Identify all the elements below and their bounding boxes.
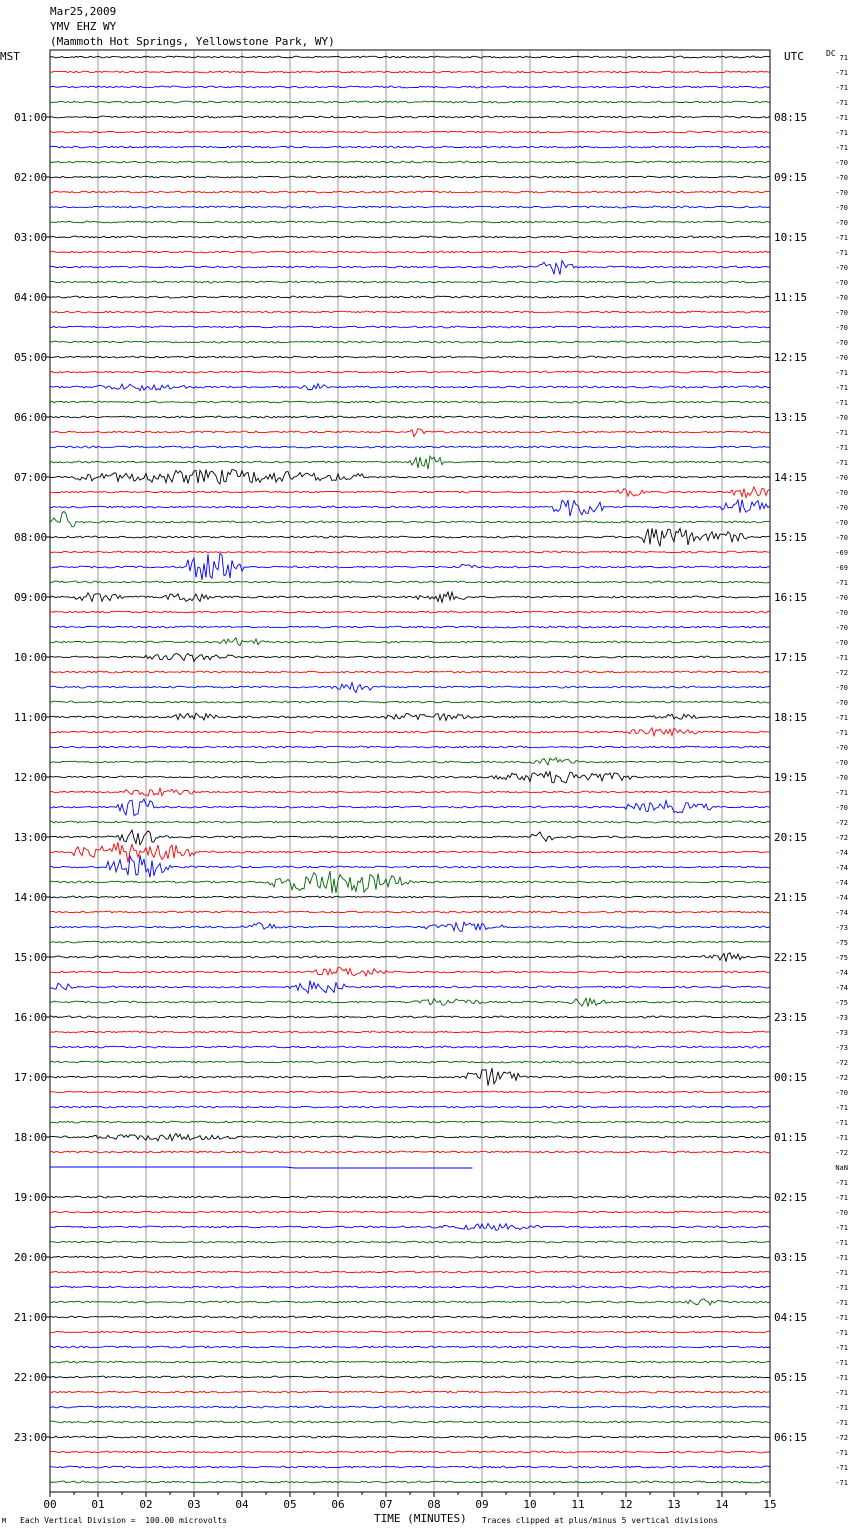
x-tick-label: 03 xyxy=(187,1498,201,1511)
dc-offset-label: -70 xyxy=(835,489,848,497)
dc-offset-label: -70 xyxy=(835,624,848,632)
trace-row-5 xyxy=(50,131,770,133)
right-hour-label: 06:15 xyxy=(774,1431,808,1444)
dc-offset-label: -74 xyxy=(835,969,848,977)
right-axis-label: UTC xyxy=(784,50,804,63)
trace-row-39 xyxy=(50,638,770,646)
dc-offset-label: -69 xyxy=(835,564,848,572)
trace-row-95 xyxy=(50,1481,770,1483)
dc-label: DC xyxy=(826,49,836,58)
dc-offset-label: -75 xyxy=(835,939,848,947)
right-hour-label: 21:15 xyxy=(774,891,808,904)
x-tick-label: 00 xyxy=(43,1498,57,1511)
trace-row-66 xyxy=(50,1046,770,1048)
trace-row-81 xyxy=(50,1271,770,1273)
trace-row-92 xyxy=(50,1436,770,1438)
dc-offset-label: -74 xyxy=(835,909,848,917)
dc-offset-label: -72 xyxy=(835,669,848,677)
trace-row-3 xyxy=(50,101,770,103)
left-hour-label: 19:00 xyxy=(14,1191,48,1204)
trace-row-62 xyxy=(50,981,770,994)
dc-offset-label: -71 xyxy=(835,369,848,377)
dc-offset-label: -71 xyxy=(835,399,848,407)
trace-row-33 xyxy=(50,551,770,553)
dc-offset-label: -70 xyxy=(835,204,848,212)
trace-row-17 xyxy=(50,311,770,313)
dc-offset-label: -70 xyxy=(835,264,848,272)
left-hour-label: 14:00 xyxy=(14,891,48,904)
dc-offset-label: -70 xyxy=(835,294,848,302)
x-tick-label: 11 xyxy=(571,1498,585,1511)
dc-offset-label: -71 xyxy=(835,654,848,662)
trace-row-59 xyxy=(50,941,770,943)
dc-offset-label: -71 xyxy=(835,249,848,257)
left-hour-label: 13:00 xyxy=(14,831,48,844)
dc-offset-label: -73 xyxy=(835,1029,848,1037)
dc-offset-label: -70 xyxy=(835,414,848,422)
dc-offset-label: -70 xyxy=(835,189,848,197)
trace-row-83 xyxy=(50,1299,770,1305)
trace-row-21 xyxy=(50,371,770,373)
trace-row-16 xyxy=(50,296,770,298)
trace-row-69 xyxy=(50,1091,770,1093)
dc-offset-label: NaN xyxy=(835,1164,848,1172)
trace-row-88 xyxy=(50,1376,770,1378)
dc-offset-label: -75 xyxy=(835,999,848,1007)
left-axis-label: MST xyxy=(0,50,20,63)
trace-row-7 xyxy=(50,161,770,163)
trace-row-55 xyxy=(50,871,770,893)
left-hour-label: 04:00 xyxy=(14,291,48,304)
dc-offset-label: -70 xyxy=(835,639,848,647)
dc-offset-label: -71 xyxy=(835,144,848,152)
right-hour-label: 11:15 xyxy=(774,291,808,304)
left-hour-label: 20:00 xyxy=(14,1251,48,1264)
right-hour-label: 17:15 xyxy=(774,651,808,664)
trace-row-80 xyxy=(50,1256,770,1258)
trace-row-40 xyxy=(50,653,770,661)
dc-offset-label: -70 xyxy=(835,744,848,752)
dc-offset-label: -71 xyxy=(835,99,848,107)
trace-row-90 xyxy=(50,1406,770,1408)
x-axis-label: TIME (MINUTES) xyxy=(374,1512,467,1525)
dc-offset-label: -70 xyxy=(835,1209,848,1217)
trace-row-43 xyxy=(50,701,770,703)
x-tick-label: 02 xyxy=(139,1498,153,1511)
right-hour-label: 13:15 xyxy=(774,411,808,424)
dc-offset-label: -71 xyxy=(835,84,848,92)
right-hour-label: 01:15 xyxy=(774,1131,808,1144)
dc-offset-label: -71 xyxy=(835,429,848,437)
left-hour-label: 07:00 xyxy=(14,471,48,484)
trace-row-76 xyxy=(50,1196,770,1198)
dc-offset-label: -70 xyxy=(835,684,848,692)
dc-offset-label: -71 xyxy=(835,1374,848,1382)
right-hour-label: 02:15 xyxy=(774,1191,808,1204)
trace-row-61 xyxy=(50,967,770,976)
dc-offset-label: -72 xyxy=(835,1434,848,1442)
trace-row-53 xyxy=(50,842,770,862)
dc-offset-label: -71 xyxy=(835,1464,848,1472)
dc-offset-label: -71 xyxy=(835,459,848,467)
dc-offset-label: -70 xyxy=(835,594,848,602)
dc-offset-label: -70 xyxy=(835,309,848,317)
trace-row-20 xyxy=(50,356,770,358)
left-hour-label: 08:00 xyxy=(14,531,48,544)
trace-row-50 xyxy=(50,799,770,816)
right-hour-label: 18:15 xyxy=(774,711,808,724)
left-hour-label: 06:00 xyxy=(14,411,48,424)
right-hour-label: 05:15 xyxy=(774,1371,808,1384)
dc-offset-label: -71 xyxy=(835,129,848,137)
trace-row-70 xyxy=(50,1106,770,1108)
dc-offset-label: -71 xyxy=(835,1119,848,1127)
left-hour-label: 22:00 xyxy=(14,1371,48,1384)
clip-note: Traces clipped at plus/minus 5 vertical divisions xyxy=(482,1516,719,1525)
right-hour-label: 08:15 xyxy=(774,111,808,124)
trace-row-72 xyxy=(50,1134,770,1141)
trace-row-65 xyxy=(50,1031,770,1033)
header-date: Mar25,2009 xyxy=(50,5,117,18)
dc-offset-label: -74 xyxy=(835,984,848,992)
dc-offset-label: -74 xyxy=(835,864,848,872)
trace-row-47 xyxy=(50,758,770,765)
right-hour-label: 23:15 xyxy=(774,1011,808,1024)
trace-row-71 xyxy=(50,1121,770,1123)
trace-row-11 xyxy=(50,221,770,223)
dc-offset-label: -70 xyxy=(835,534,848,542)
dc-offset-label: -70 xyxy=(835,324,848,332)
trace-row-58 xyxy=(50,922,770,931)
dc-offset-label: -70 xyxy=(835,474,848,482)
dc-offset-label: -70 xyxy=(835,609,848,617)
left-hour-label: 11:00 xyxy=(14,711,48,724)
dc-offset-label: -71 xyxy=(835,729,848,737)
dc-offset-label: -71 xyxy=(835,384,848,392)
dc-offset-label: -70 xyxy=(835,279,848,287)
dc-offset-label: -70 xyxy=(835,174,848,182)
dc-offset-label: -73 xyxy=(835,1044,848,1052)
x-tick-label: 15 xyxy=(763,1498,777,1511)
trace-row-0 xyxy=(50,56,770,58)
right-hour-label: 15:15 xyxy=(774,531,808,544)
trace-row-19 xyxy=(50,341,770,343)
x-tick-label: 14 xyxy=(715,1498,729,1511)
dc-offset-label: -71 xyxy=(835,1134,848,1142)
dc-offset-label: -71 xyxy=(835,1404,848,1412)
trace-row-46 xyxy=(50,746,770,748)
right-hour-label: 16:15 xyxy=(774,591,808,604)
dc-offset-label: -75 xyxy=(835,954,848,962)
dc-offset-label: -70 xyxy=(835,354,848,362)
dc-offset-label: -74 xyxy=(835,849,848,857)
dc-offset-label: -71 xyxy=(835,1284,848,1292)
trace-row-18 xyxy=(50,326,770,328)
x-tick-label: 05 xyxy=(283,1498,297,1511)
dc-offset-label: -72 xyxy=(835,1149,848,1157)
dc-offset-label: -71 xyxy=(835,1419,848,1427)
dc-offset-label: -71 xyxy=(835,1389,848,1397)
trace-row-15 xyxy=(50,281,770,283)
trace-row-67 xyxy=(50,1061,770,1063)
x-tick-label: 01 xyxy=(91,1498,105,1511)
trace-row-34 xyxy=(50,553,770,580)
dc-offset-label: -71 xyxy=(835,1179,848,1187)
trace-row-8 xyxy=(50,176,770,178)
trace-row-14 xyxy=(50,261,770,275)
trace-row-94 xyxy=(50,1466,770,1468)
dc-offset-label: -71 xyxy=(835,579,848,587)
right-hour-label: 20:15 xyxy=(774,831,808,844)
trace-row-45 xyxy=(50,728,770,736)
left-hour-label: 15:00 xyxy=(14,951,48,964)
trace-row-29 xyxy=(50,487,770,498)
left-hour-label: 23:00 xyxy=(14,1431,48,1444)
right-hour-label: 04:15 xyxy=(774,1311,808,1324)
trace-row-28 xyxy=(50,470,770,484)
dc-offset-label: -71 xyxy=(835,69,848,77)
left-hour-label: 02:00 xyxy=(14,171,48,184)
trace-row-68 xyxy=(50,1068,770,1086)
dc-offset-label: -73 xyxy=(835,1014,848,1022)
trace-row-22 xyxy=(50,384,770,391)
trace-row-41 xyxy=(50,671,770,673)
trace-row-63 xyxy=(50,998,770,1006)
trace-row-38 xyxy=(50,626,770,628)
trace-row-32 xyxy=(50,528,770,546)
trace-row-44 xyxy=(50,713,770,720)
x-tick-label: 13 xyxy=(667,1498,681,1511)
trace-row-13 xyxy=(50,251,770,253)
corner-mark: M xyxy=(2,1517,7,1525)
trace-row-30 xyxy=(50,500,770,516)
trace-row-60 xyxy=(50,953,770,962)
dc-offset-label: -72 xyxy=(835,1059,848,1067)
right-hour-label: 19:15 xyxy=(774,771,808,784)
dc-offset-label: -71 xyxy=(835,1104,848,1112)
right-hour-label: 10:15 xyxy=(774,231,808,244)
trace-row-37 xyxy=(50,611,770,613)
dc-offset-label: -71 xyxy=(835,1449,848,1457)
right-hour-label: 09:15 xyxy=(774,171,808,184)
trace-row-2 xyxy=(50,86,770,88)
trace-row-49 xyxy=(50,788,770,796)
trace-row-77 xyxy=(50,1211,770,1213)
dc-offset-label: -71 xyxy=(835,1299,848,1307)
dc-offset-label: -71 xyxy=(835,1314,848,1322)
right-hour-label: 14:15 xyxy=(774,471,808,484)
dc-offset-label: -70 xyxy=(835,699,848,707)
trace-row-79 xyxy=(50,1241,770,1243)
trace-row-25 xyxy=(50,429,770,437)
trace-row-9 xyxy=(50,191,770,193)
x-tick-label: 09 xyxy=(475,1498,489,1511)
dc-offset-label: -71 xyxy=(835,1344,848,1352)
left-hour-label: 12:00 xyxy=(14,771,48,784)
left-hour-label: 10:00 xyxy=(14,651,48,664)
x-tick-label: 08 xyxy=(427,1498,441,1511)
dc-offset-label: -71 xyxy=(835,114,848,122)
trace-row-23 xyxy=(50,401,770,403)
dc-offset-label: -72 xyxy=(835,834,848,842)
trace-row-36 xyxy=(50,592,770,602)
trace-row-31 xyxy=(50,511,770,527)
left-hour-label: 17:00 xyxy=(14,1071,48,1084)
left-hour-label: 18:00 xyxy=(14,1131,48,1144)
x-tick-label: 06 xyxy=(331,1498,345,1511)
dc-offset-label: -71 xyxy=(835,1329,848,1337)
dc-offset-label: -71 xyxy=(835,1224,848,1232)
dc-offset-label: -71 xyxy=(835,1254,848,1262)
trace-row-1 xyxy=(50,71,770,73)
trace-row-73 xyxy=(50,1151,770,1153)
scale-note: Each Vertical Division = 100.00 microvolts xyxy=(20,1516,228,1525)
dc-offset-label: -74 xyxy=(835,879,848,887)
x-tick-label: 10 xyxy=(523,1498,537,1511)
trace-row-74 xyxy=(50,1167,472,1168)
left-hour-label: 16:00 xyxy=(14,1011,48,1024)
dc-offset-label: -70 xyxy=(835,159,848,167)
trace-row-85 xyxy=(50,1331,770,1333)
left-hour-label: 03:00 xyxy=(14,231,48,244)
x-tick-label: 12 xyxy=(619,1498,633,1511)
dc-offset-label: -71 xyxy=(835,714,848,722)
right-hour-label: 22:15 xyxy=(774,951,808,964)
trace-row-51 xyxy=(50,821,770,823)
trace-row-48 xyxy=(50,772,770,783)
trace-row-87 xyxy=(50,1361,770,1363)
trace-row-84 xyxy=(50,1316,770,1318)
x-tick-label: 07 xyxy=(379,1498,393,1511)
trace-row-57 xyxy=(50,911,770,913)
trace-row-27 xyxy=(50,456,770,469)
trace-row-10 xyxy=(50,206,770,208)
dc-offset-label: -70 xyxy=(835,804,848,812)
dc-offset-label: -71 xyxy=(835,789,848,797)
trace-row-56 xyxy=(50,896,770,898)
right-hour-label: 00:15 xyxy=(774,1071,808,1084)
dc-offset-label: 71 xyxy=(839,54,848,62)
dc-offset-label: -71 xyxy=(835,234,848,242)
dc-offset-label: -71 xyxy=(835,444,848,452)
trace-row-93 xyxy=(50,1451,770,1453)
trace-row-26 xyxy=(50,446,770,448)
trace-row-64 xyxy=(50,1016,770,1018)
dc-offset-label: -69 xyxy=(835,549,848,557)
trace-row-78 xyxy=(50,1223,770,1230)
trace-row-12 xyxy=(50,236,770,238)
trace-row-89 xyxy=(50,1391,770,1393)
dc-offset-label: -70 xyxy=(835,759,848,767)
trace-row-86 xyxy=(50,1346,770,1348)
trace-row-35 xyxy=(50,581,770,583)
dc-offset-label: -71 xyxy=(835,1239,848,1247)
trace-row-4 xyxy=(50,116,770,118)
dc-offset-label: -70 xyxy=(835,339,848,347)
header-location: (Mammoth Hot Springs, Yellowstone Park, WY) xyxy=(50,35,335,48)
dc-offset-label: -71 xyxy=(835,1359,848,1367)
right-hour-label: 03:15 xyxy=(774,1251,808,1264)
x-tick-label: 04 xyxy=(235,1498,249,1511)
left-hour-label: 21:00 xyxy=(14,1311,48,1324)
dc-offset-label: -73 xyxy=(835,924,848,932)
left-hour-label: 05:00 xyxy=(14,351,48,364)
dc-offset-label: -71 xyxy=(835,1269,848,1277)
left-hour-label: 09:00 xyxy=(14,591,48,604)
dc-offset-label: -70 xyxy=(835,519,848,527)
trace-row-24 xyxy=(50,416,770,418)
dc-offset-label: -72 xyxy=(835,1074,848,1082)
header-station: YMV EHZ WY xyxy=(50,20,117,33)
trace-row-82 xyxy=(50,1286,770,1288)
trace-row-91 xyxy=(50,1421,770,1423)
trace-row-6 xyxy=(50,146,770,148)
left-hour-label: 01:00 xyxy=(14,111,48,124)
trace-row-52 xyxy=(50,830,770,845)
dc-offset-label: -71 xyxy=(835,1479,848,1487)
dc-offset-label: -70 xyxy=(835,774,848,782)
dc-offset-label: -70 xyxy=(835,219,848,227)
dc-offset-label: -70 xyxy=(835,1089,848,1097)
trace-row-54 xyxy=(50,855,770,877)
dc-offset-label: -71 xyxy=(835,1194,848,1202)
dc-offset-label: -74 xyxy=(835,894,848,902)
right-hour-label: 12:15 xyxy=(774,351,808,364)
dc-offset-label: -70 xyxy=(835,504,848,512)
trace-row-42 xyxy=(50,683,770,693)
dc-offset-label: -72 xyxy=(835,819,848,827)
